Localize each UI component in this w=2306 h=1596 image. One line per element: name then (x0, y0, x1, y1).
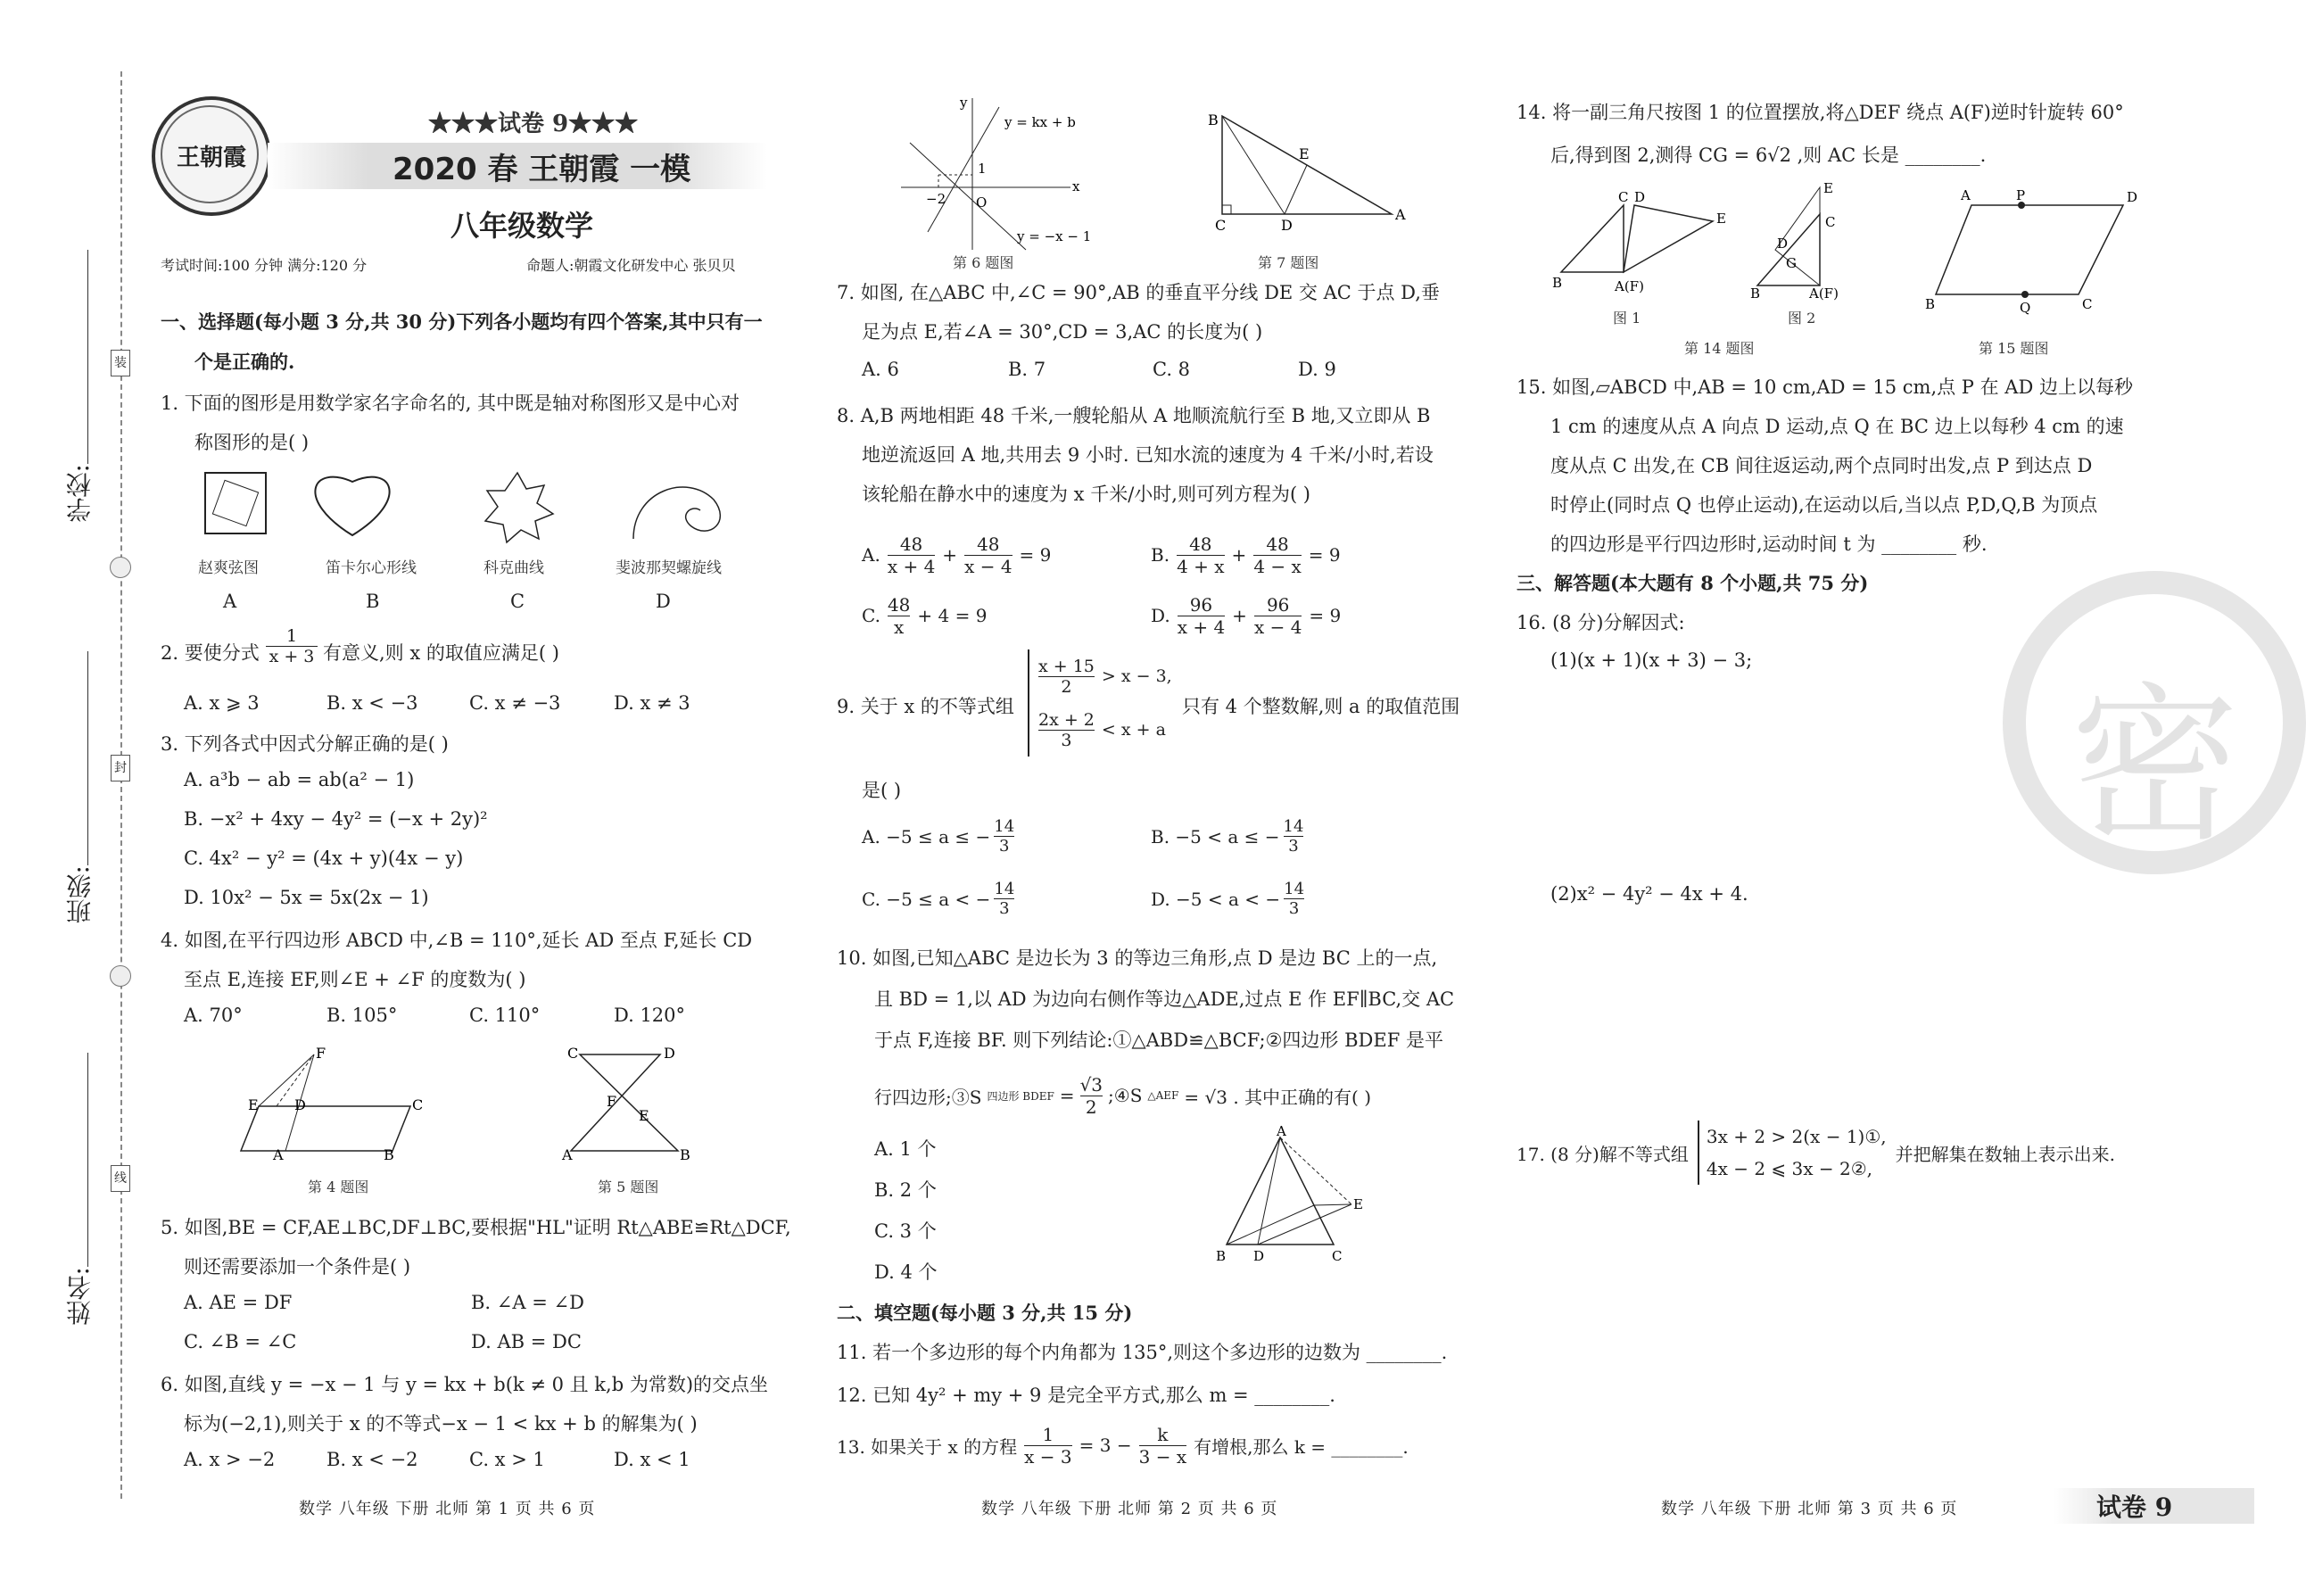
q14-q15-figures (1552, 180, 2138, 321)
svg-text:E: E (1299, 145, 1310, 162)
caption-fig-7: 第 7 题图 (1258, 254, 1319, 271)
question-6-cont: 标为(−2,1),则关于 x 的不等式−x − 1 < kx + b 的解集为( ) (184, 1413, 698, 1435)
svg-text:1: 1 (978, 161, 987, 177)
name-label: 姓名: (65, 1267, 95, 1326)
q7-option-c: C. 8 (1153, 359, 1191, 380)
q1-caption-c: 科克曲线 (484, 559, 544, 577)
question-14: 14. 将一副三角尺按图 1 的位置摆放,将△DEF 绕点 A(F)逆时针旋转 60° (1517, 102, 2124, 123)
svg-text:B: B (1208, 112, 1219, 128)
svg-text:C: C (1825, 214, 1836, 230)
binding-dashed-line (120, 71, 123, 1499)
binding-hole-1 (110, 557, 131, 578)
question-5-cont: 则还需要添加一个条件是( ) (184, 1256, 411, 1278)
q10-option-b: B. 2 个 (874, 1179, 937, 1201)
svg-text:−2: −2 (926, 191, 946, 207)
question-10-cont2: 于点 F,连接 BF. 则下列结论:①△ABD≌△BCF;②四边形 BDEF 是平 (874, 1030, 1443, 1051)
section-1-title: 一、选择题(每小题 3 分,共 30 分)下列各小题均有四个答案,其中只有一 (161, 310, 763, 333)
binding-hole-2 (110, 965, 131, 987)
caption-fig-4: 第 4 题图 (308, 1178, 369, 1195)
question-16-part-2: (2)x² − 4y² − 4x + 4. (1550, 883, 1748, 905)
q2-option-c: C. x ≠ −3 (469, 692, 561, 714)
q7-option-d: D. 9 (1298, 359, 1336, 380)
q7-option-a: A. 6 (862, 359, 899, 380)
question-15-cont4: 的四边形是平行四边形时,运动时间 t 为 ________ 秒. (1550, 533, 1988, 555)
svg-text:A(F): A(F) (1809, 285, 1839, 302)
footer-page-1: 数学 八年级 下册 北师 第 1 页 共 6 页 (299, 1500, 596, 1518)
question-8-cont2: 该轮船在静水中的速度为 x 千米/小时,则可列方程为( ) (862, 484, 1311, 505)
svg-text:D: D (1253, 1248, 1265, 1264)
q1-caption-b: 笛卡尔心形线 (326, 559, 417, 577)
svg-text:C: C (1618, 189, 1629, 205)
svg-text:y = −x − 1: y = −x − 1 (1017, 228, 1092, 244)
svg-text:x: x (1072, 178, 1080, 194)
caption-fig-6: 第 6 题图 (953, 254, 1014, 271)
question-2-a: 2. 要使分式 (161, 642, 260, 664)
question-10-cont3: 行四边形;③S 四边形 BDEF = $\frac{√3}{2}$ ;④S △AEF = √3 . 其中正确的有( ) (874, 1073, 1372, 1118)
svg-text:B: B (1552, 275, 1563, 291)
question-1-cont: 称图形的是( ) (194, 432, 310, 453)
section-2-title: 二、填空题(每小题 3 分,共 15 分) (837, 1302, 1133, 1324)
school-label: 学校: (65, 464, 95, 523)
svg-text:Q: Q (2020, 300, 2031, 316)
paper-badge: 试卷 9 (2096, 1493, 2173, 1522)
caption-fig14-1: 图 1 (1613, 310, 1641, 327)
question-15-cont: 1 cm 的速度从点 A 向点 D 运动,点 Q 在 BC 边上以每秒 4 cm 的速 (1550, 416, 2124, 437)
question-10: 10. 如图,已知△ABC 是边长为 3 的等边三角形,点 D 是边 BC 上的一点, (837, 947, 1438, 969)
caption-fig-14: 第 14 题图 (1684, 340, 1755, 357)
question-8: 8. A,B 两地相距 48 千米,一艘轮船从 A 地顺流航行至 B 地,又立即从 B (837, 405, 1431, 426)
brand-logo: 王朝霞 (152, 96, 271, 216)
svg-text:D: D (2127, 189, 2138, 205)
svg-text:C: C (2082, 296, 2093, 312)
class-label: 班级: (65, 865, 95, 924)
binding-mark-3: 线 (111, 1165, 130, 1192)
svg-text:B: B (1925, 296, 1936, 312)
q10-option-a: A. 1 个 (874, 1138, 937, 1160)
svg-text:C: C (1215, 217, 1227, 234)
q7-option-b: B. 7 (1008, 359, 1046, 380)
q3-option-c: C. 4x² − y² = (4x + y)(4x − y) (184, 848, 464, 869)
svg-text:E: E (1823, 180, 1833, 196)
q6-option-a: A. x > −2 (184, 1449, 276, 1470)
q4-option-d: D. 120° (614, 1005, 686, 1026)
q6-option-d: D. x < 1 (614, 1449, 690, 1470)
question-13: 13. 如果关于 x 的方程 $\frac{1}{x - 3}$ = 3 − $\frac{k}{3 - x}$ 有增根,那么 k = ________. (837, 1423, 1409, 1468)
svg-text:A: A (1961, 187, 1971, 203)
footer-page-2: 数学 八年级 下册 北师 第 2 页 共 6 页 (981, 1500, 1278, 1518)
caption-fig-5: 第 5 题图 (598, 1178, 659, 1195)
exam-info: 考试时间:100 分钟 满分:120 分 (161, 257, 368, 274)
q6-option-b: B. x < −2 (326, 1449, 418, 1470)
svg-text:B: B (680, 1146, 690, 1163)
q6-option-c: C. x > 1 (469, 1449, 545, 1470)
question-7-cont: 足为点 E,若∠A = 30°,CD = 3,AC 的长度为( ) (862, 321, 1263, 343)
q10-option-c: C. 3 个 (874, 1220, 937, 1242)
svg-text:A: A (1395, 206, 1406, 223)
q5-option-b: B. ∠A = ∠D (471, 1292, 584, 1313)
q10-figure (1209, 1123, 1387, 1271)
q8-option-d: D. 96 x + 4 + $\frac{96}{x - 4}$ = 9 (1151, 593, 1342, 638)
q3-option-b: B. −x² + 4xy − 4y² = (−x + 2y)² (184, 808, 488, 830)
q9-system: x + 15 2 > x − 3, 2x + 2 3 < x + a (1028, 649, 1172, 757)
svg-text:O: O (976, 194, 988, 211)
svg-text:y = kx + b: y = kx + b (1004, 114, 1076, 130)
question-15: 15. 如图,▱ABCD 中,AB = 10 cm,AD = 15 cm,点 P 在 AD 边上以每秒 (1517, 376, 2133, 398)
svg-text:E: E (639, 1107, 649, 1124)
q2-fraction: 1 x + 3 (266, 626, 318, 666)
q4-option-a: A. 70° (184, 1005, 243, 1026)
svg-text:D: D (1634, 189, 1646, 205)
svg-text:A: A (1277, 1123, 1286, 1139)
q2-option-a: A. x ⩾ 3 (184, 692, 260, 714)
svg-text:B: B (1216, 1248, 1227, 1264)
subject-title: 八年级数学 (450, 209, 594, 243)
q9-option-a: A. −5 ≤ a ≤ − $\frac{14}{3}$ (862, 817, 1015, 856)
question-10-cont: 且 BD = 1,以 AD 为边向右侧作等边△ADE,过点 E 作 EF∥BC,交 AC (874, 988, 1455, 1010)
q9-option-c: C. −5 ≤ a < − $\frac{14}{3}$ (862, 880, 1015, 918)
q2-option-d: D. x ≠ 3 (614, 692, 690, 714)
svg-text:C: C (412, 1096, 424, 1113)
q5-option-a: A. AE = DF (184, 1292, 293, 1313)
q5-option-d: D. AB = DC (471, 1331, 582, 1352)
q1-letter-b: B (366, 591, 380, 612)
question-16-part-1: (1)(x + 1)(x + 3) − 3; (1550, 649, 1753, 671)
binding-mark-1: 装 (111, 350, 130, 376)
question-15-cont3: 时停止(同时点 Q 也停止运动),在运动以后,当以点 P,D,Q,B 为顶点 (1550, 494, 2098, 516)
exam-title: 2020 春 王朝霞 一模 (393, 152, 691, 187)
question-9-a: 9. 关于 x 的不等式组 (837, 696, 1014, 717)
question-1: 1. 下面的图形是用数学家名字命名的, 其中既是轴对称图形又是中心对 (161, 393, 740, 414)
q8-option-b: B. 48 4 + x + $\frac{48}{4 - x}$ = 9 (1151, 533, 1341, 577)
section-3-title: 三、解答题(本大题有 8 个小题,共 75 分) (1517, 572, 1869, 594)
q2-option-b: B. x < −3 (326, 692, 418, 714)
question-6: 6. 如图,直线 y = −x − 1 与 y = kx + b(k ≠ 0 且 k,b 为常数)的交点坐 (161, 1374, 769, 1395)
q5-option-c: C. ∠B = ∠C (184, 1331, 297, 1352)
q9-option-d: D. −5 < a < − $\frac{14}{3}$ (1151, 880, 1305, 918)
question-3: 3. 下列各式中因式分解正确的是( ) (161, 733, 449, 755)
svg-text:A: A (562, 1146, 573, 1163)
question-11: 11. 若一个多边形的每个内角都为 135°,则这个多边形的边数为 ________. (837, 1342, 1448, 1363)
q1-letter-c: C (510, 591, 525, 612)
q3-option-a: A. a³b − ab = ab(a² − 1) (184, 769, 415, 790)
svg-text:y: y (960, 95, 968, 111)
svg-text:E: E (1353, 1196, 1363, 1212)
watermark-seal: 密 (2003, 571, 2306, 874)
svg-text:P: P (2016, 187, 2026, 203)
svg-text:E: E (248, 1096, 259, 1113)
section-1-title-cont: 个是正确的. (194, 351, 295, 373)
q3-option-d: D. 10x² − 5x = 5x(2x − 1) (184, 887, 429, 908)
q1-letter-d: D (656, 591, 671, 612)
svg-text:F: F (607, 1093, 617, 1110)
question-12: 12. 已知 4y² + my + 9 是完全平方式,那么 m = ________. (837, 1385, 1335, 1406)
question-9-c: 是( ) (862, 780, 902, 801)
caption-fig-15: 第 15 题图 (1979, 340, 2049, 357)
question-16: 16. (8 分)分解因式: (1517, 612, 1685, 633)
q1-figures (187, 464, 812, 553)
svg-text:B: B (1750, 285, 1761, 302)
q8-option-c: C. 48 x + 4 = 9 (862, 593, 988, 638)
q4-option-b: B. 105° (326, 1005, 398, 1026)
q1-caption-d: 斐波那契螺旋线 (616, 559, 722, 577)
question-2-b: 有意义,则 x 的取值应满足( ) (323, 642, 559, 664)
q4-option-c: C. 110° (469, 1005, 541, 1026)
question-9-b: 只有 4 个整数解,则 a 的取值范围 (1182, 696, 1460, 717)
q1-caption-a: 赵爽弦图 (198, 559, 259, 577)
q4-q5-figures (241, 1044, 740, 1169)
svg-text:D: D (664, 1045, 675, 1062)
svg-text:D: D (1281, 217, 1293, 234)
q9-option-b: B. −5 < a ≤ − $\frac{14}{3}$ (1151, 817, 1304, 856)
svg-text:E: E (1716, 211, 1726, 227)
question-8-cont: 地逆流返回 A 地,共用去 9 小时. 已知水流的速度为 4 千米/小时,若设 (862, 444, 1434, 466)
question-17: 17. (8 分)解不等式组 3x + 2 > 2(x − 1)①, 4x − 2 ⩽ 3x − 2②, 并把解集在数轴上表示出来. (1517, 1121, 2115, 1185)
author-info: 命题人:朝霞文化研发中心 张贝贝 (526, 257, 736, 274)
q1-letter-a: A (223, 591, 237, 612)
question-15-cont2: 度从点 C 出发,在 CB 间往返运动,两个点同时出发,点 P 到达点 D (1550, 455, 2093, 476)
q8-option-a: A. 48 x + 4 + $\frac{48}{x - 4}$ = 9 (862, 533, 1052, 577)
svg-text:A: A (273, 1146, 284, 1163)
svg-text:F: F (316, 1045, 326, 1062)
binding-mark-2: 封 (111, 755, 130, 781)
footer-page-3: 数学 八年级 下册 北师 第 3 页 共 6 页 (1661, 1500, 1958, 1518)
svg-text:D: D (294, 1096, 306, 1113)
question-4-cont: 至点 E,连接 EF,则∠E + ∠F 的度数为( ) (184, 969, 526, 990)
question-4: 4. 如图,在平行四边形 ABCD 中,∠B = 110°,延长 AD 至点 F,延长 CD (161, 930, 753, 951)
svg-text:C: C (567, 1045, 579, 1062)
svg-text:D: D (1777, 236, 1789, 252)
q6-q7-figures (883, 89, 1463, 259)
svg-text:G: G (1786, 255, 1797, 271)
svg-text:A(F): A(F) (1615, 278, 1644, 294)
question-5: 5. 如图,BE = CF,AE⊥BC,DF⊥BC,要根据"HL"证明 Rt△ABE≌Rt△DCF, (161, 1217, 791, 1238)
series-label: ★★★试卷 9★★★ (428, 111, 639, 137)
question-14-cont: 后,得到图 2,测得 CG = 6√2 ,则 AC 长是 ________. (1550, 145, 1987, 166)
question-7: 7. 如图, 在△ABC 中,∠C = 90°,AB 的垂直平分线 DE 交 AC 于点 D,垂 (837, 282, 1440, 303)
svg-text:C: C (1332, 1248, 1343, 1264)
q10-option-d: D. 4 个 (874, 1261, 938, 1283)
svg-text:B: B (384, 1146, 394, 1163)
caption-fig14-2: 图 2 (1788, 310, 1816, 327)
